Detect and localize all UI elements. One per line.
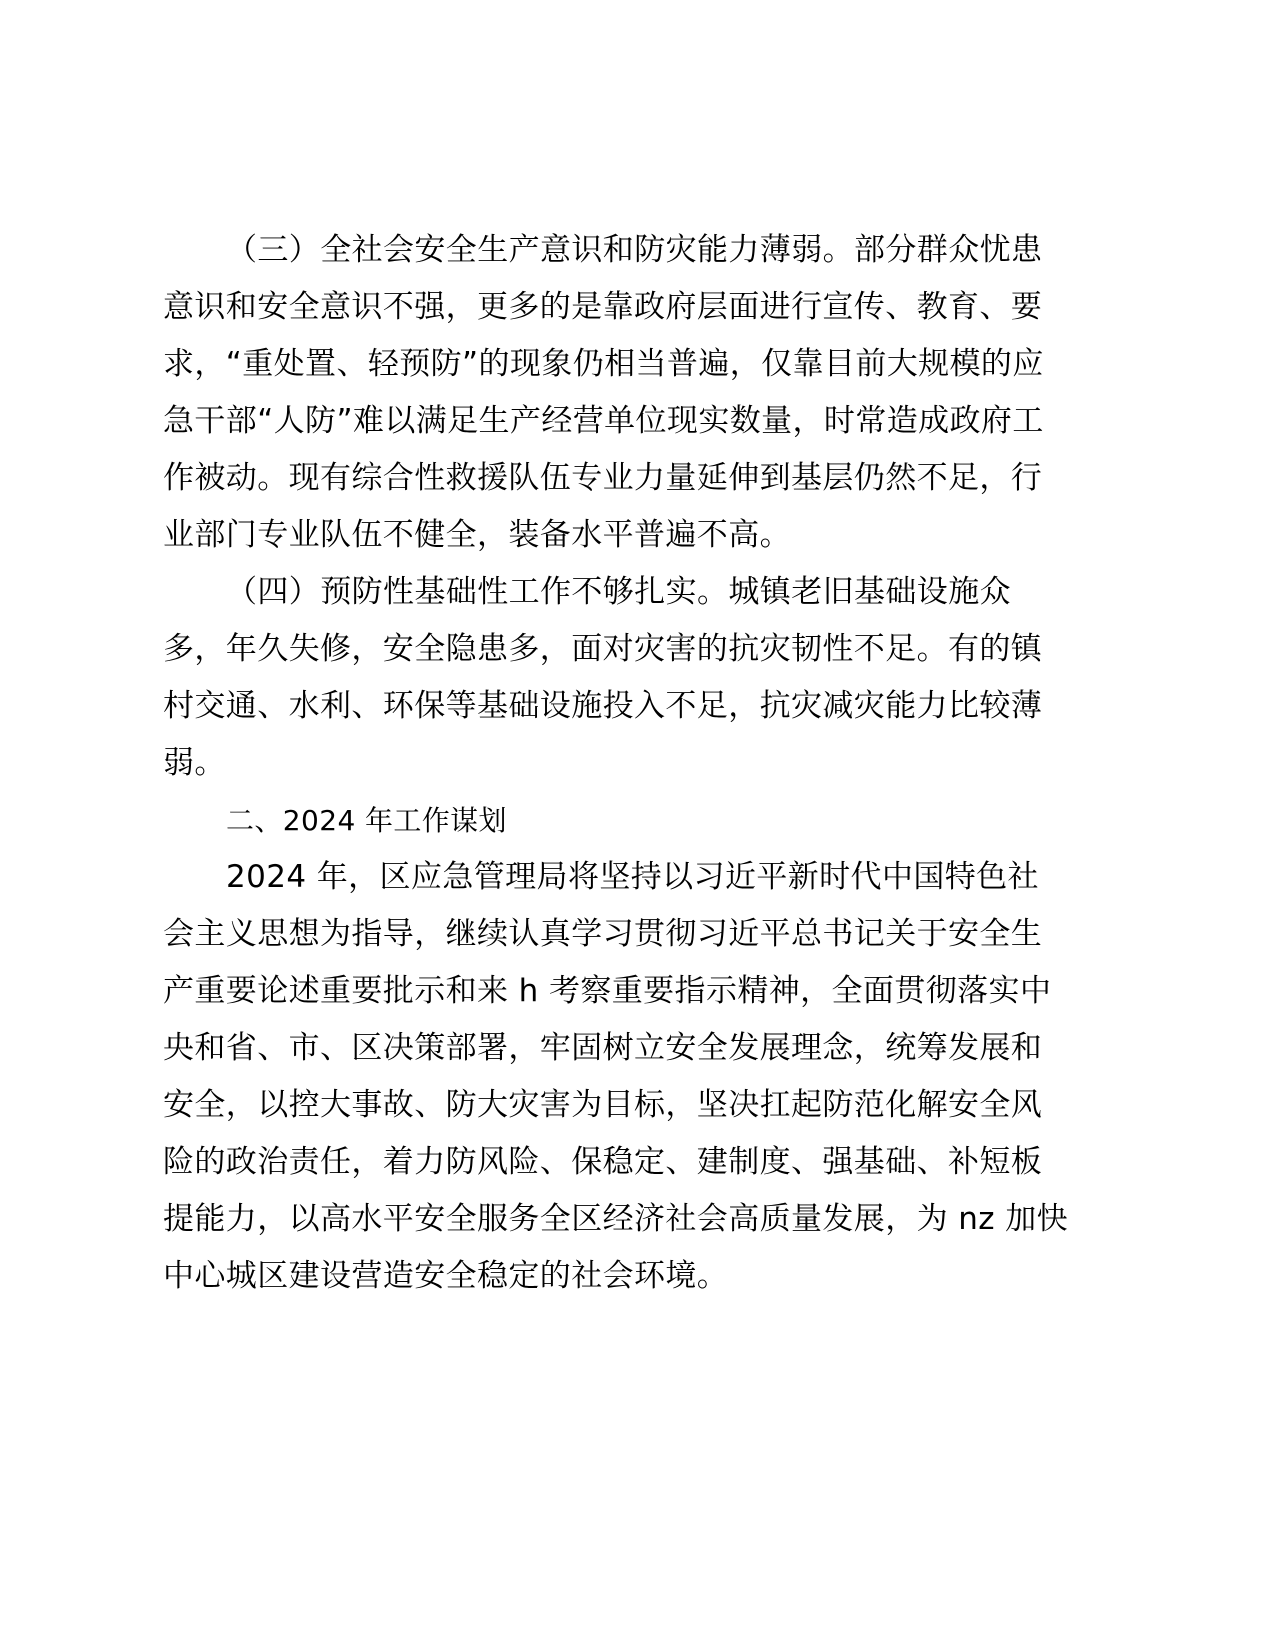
paragraph-line: （四）预防性基础性工作不够扎实。城镇老旧基础设施众	[226, 574, 1011, 610]
paragraph-work-plan	[163, 849, 1121, 1305]
paragraph-line: 作被动。现有综合性救援队伍专业力量延伸到基层仍然不足，行	[163, 460, 1043, 496]
paragraph-line: 安全，以控大事故、防大灾害为目标，坚决扛起防范化解安全风	[163, 1087, 1043, 1123]
document-body	[163, 222, 1121, 1305]
paragraph-line: 中心城区建设营造安全稳定的社会环境。	[163, 1258, 729, 1294]
paragraph-line: 2024 年，区应急管理局将坚持以习近平新时代中国特色社	[226, 859, 1039, 895]
paragraph-line: 会主义思想为指导，继续认真学习贯彻习近平总书记关于安全生	[163, 916, 1043, 952]
paragraph-line: 央和省、市、区决策部署，牢固树立安全发展理念，统筹发展和	[163, 1030, 1043, 1066]
paragraph-line: 村交通、水利、环保等基础设施投入不足，抗灾减灾能力比较薄	[163, 688, 1043, 724]
paragraph-line: 多，年久失修，安全隐患多，面对灾害的抗灾韧性不足。有的镇	[163, 631, 1043, 667]
paragraph-line: 求，“重处置、轻预防”的现象仍相当普遍，仅靠目前大规模的应	[163, 346, 1044, 382]
section-heading	[163, 792, 1121, 849]
paragraph-section-3	[163, 222, 1121, 564]
paragraph-section-4	[163, 564, 1121, 792]
paragraph-line: 险的政治责任，着力防风险、保稳定、建制度、强基础、补短板	[163, 1144, 1043, 1180]
paragraph-line: 急干部“人防”难以满足生产经营单位现实数量，时常造成政府工	[163, 403, 1044, 439]
paragraph-line: 弱。	[163, 745, 226, 781]
section-heading-text: 二、2024 年工作谋划	[226, 804, 507, 837]
paragraph-line: （三）全社会安全生产意识和防灾能力薄弱。部分群众忧患	[226, 232, 1043, 268]
paragraph-line: 产重要论述重要批示和来 h 考察重要指示精神，全面贯彻落实中	[163, 973, 1052, 1009]
paragraph-line: 意识和安全意识不强，更多的是靠政府层面进行宣传、教育、要	[163, 289, 1043, 325]
paragraph-line: 业部门专业队伍不健全，装备水平普遍不高。	[163, 517, 791, 553]
paragraph-line: 提能力，以高水平安全服务全区经济社会高质量发展，为 nz 加快	[163, 1201, 1069, 1237]
